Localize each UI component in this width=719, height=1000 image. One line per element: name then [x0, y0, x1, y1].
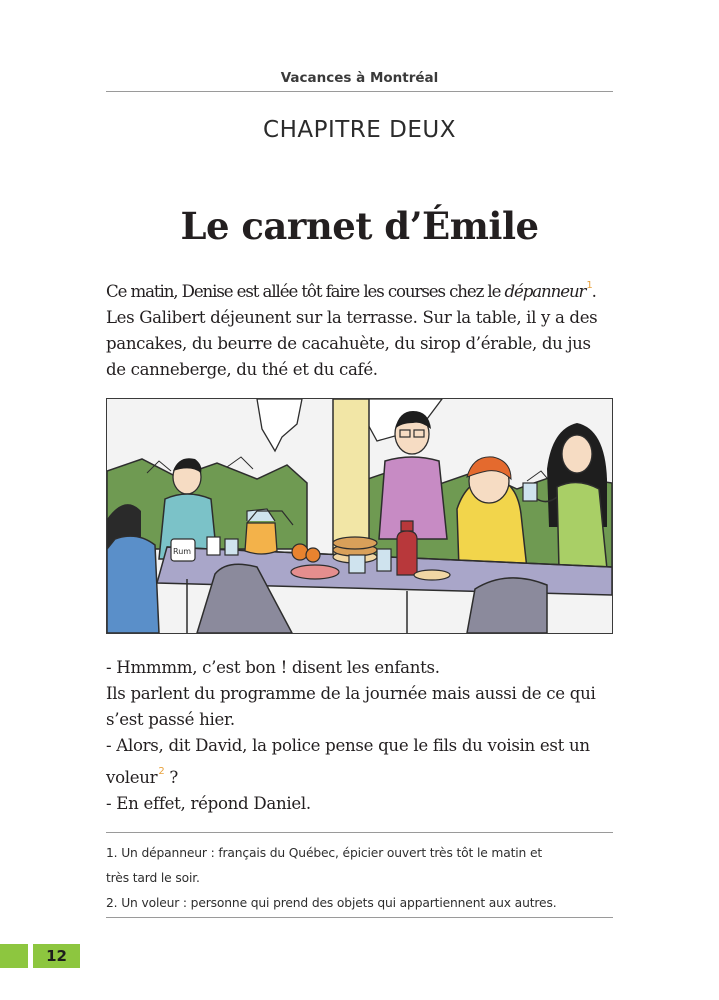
- paragraph-line: - En effet, répond Daniel.: [106, 794, 311, 813]
- rum-jar-label: Rum: [173, 547, 192, 556]
- text-run: Ce matin, Denise est allée tôt faire les courses chez le: [106, 282, 505, 301]
- emphasis-depanneur: dépanneur: [504, 282, 586, 301]
- paragraph-line: pancakes, du beurre de cacahuète, du sirop d’érable, du jus: [106, 334, 591, 353]
- footnote-1-continued: très tard le soir.: [106, 871, 200, 885]
- chapter-title: Le carnet d’Émile: [180, 204, 539, 248]
- paragraph-line: Ils parlent du programme de la journée mais aussi de ce qui: [106, 684, 596, 703]
- page-number: 12: [33, 944, 80, 968]
- paragraph-line: de canneberge, du thé et du café.: [106, 360, 378, 379]
- footnote-ref-2[interactable]: 2: [158, 766, 165, 777]
- dialogue-paragraph: [106, 655, 616, 817]
- paragraph-line: - Alors, dit David, la police pense que le fils du voisin est un: [106, 736, 590, 755]
- footnote-2: 2. Un voleur : personne qui prend des objets qui appartiennent aux autres.: [106, 896, 557, 910]
- footnote-rule-bottom: [106, 917, 613, 918]
- paragraph-line: Les Galibert déjeunent sur la terrasse. Sur la table, il y a des: [106, 308, 598, 327]
- paragraph-line: [106, 273, 616, 305]
- paragraph-line: s’est passé hier.: [106, 710, 235, 729]
- breakfast-illustration: [106, 398, 613, 634]
- running-title: Vacances à Montréal: [280, 70, 439, 86]
- header-rule: [106, 91, 613, 92]
- illustration-drawing: [107, 399, 612, 633]
- footnotes: [106, 841, 616, 916]
- page-accent-strip: [0, 944, 28, 968]
- text-run: .: [591, 282, 596, 301]
- chapter-label: CHAPITRE DEUX: [263, 117, 456, 143]
- paragraph-line: [106, 759, 616, 791]
- footnote-rule-top: [106, 832, 613, 833]
- text-run: ?: [164, 768, 178, 787]
- footnote-1: 1. Un dépanneur : français du Québec, épicier ouvert très tôt le matin et: [106, 846, 543, 860]
- text-run: voleur: [106, 768, 158, 787]
- intro-paragraph: [106, 273, 616, 383]
- paragraph-line: - Hmmmm, c’est bon ! disent les enfants.: [106, 658, 440, 677]
- footnote-ref-1[interactable]: 1: [586, 280, 592, 291]
